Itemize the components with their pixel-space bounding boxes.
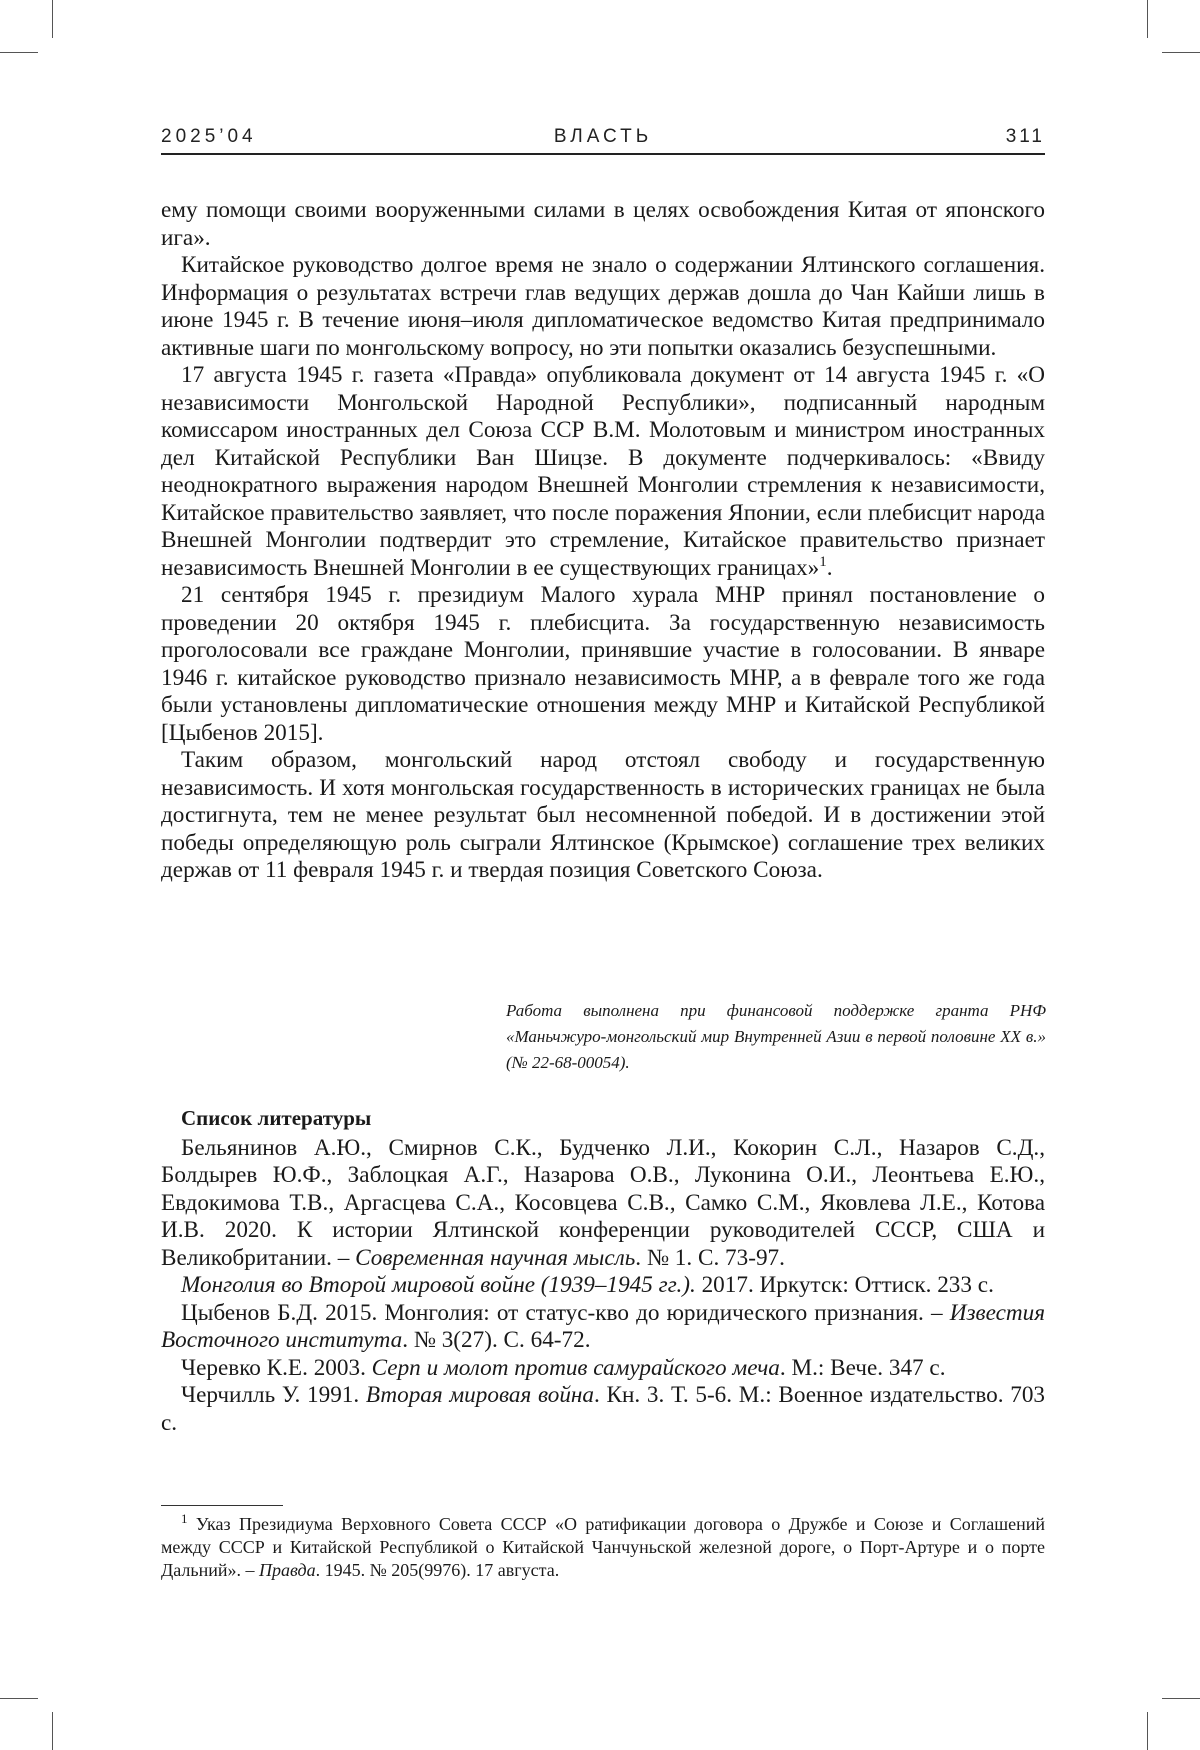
footnote-mark: 1 [181,1511,188,1526]
crop-mark [52,1712,53,1750]
reference-authors: Черевко К.Е. 2003. [181,1355,372,1381]
reference-source: Современная научная мысль [355,1245,635,1271]
article-body [161,197,1045,885]
crop-mark [1162,1698,1200,1699]
footnote-reference[interactable]: 1 [819,554,827,570]
reference-details: . Кн. 3. Т. 5-6. М.: Военное издательство. 703 с. [161,1382,1045,1436]
paragraph [161,362,1045,582]
crop-mark [0,52,38,53]
reference-item [161,1382,1045,1437]
reference-source: Монголия во Второй мировой войне (1939–1945 гг.). [181,1272,696,1298]
crop-mark [0,1698,38,1699]
reference-details: . М.: Вече. 347 с. [780,1355,946,1381]
paragraph: 21 сентября 1945 г. президиум Малого хурала МНР принял постановление о проведении 20 октября 1945 г. плебисцита. За государственную независимость проголосовали все граждане Монголии, принявшие участие в голосовании. В январе 1946 г. китайское руководство признало независимость МНР, а в феврале того же года были установлены дипломатические отношения между МНР и Китайской Республикой [Цыбенов 2015]. [161,582,1045,747]
reference-details: . № 3(27). С. 64-72. [402,1327,590,1353]
paragraph-end: . [827,555,833,581]
paragraph: ему помощи своими вооруженными силами в целях освобождения Китая от японского ига». [161,197,1045,252]
reference-source: Известия Восточного института [161,1300,1045,1354]
footnote-details: . 1945. № 205(9976). 17 августа. [316,1560,560,1580]
paragraph: Китайское руководство долгое время не знало о содержании Ялтинского соглашения. Информация о результатах встречи глав ведущих держав дошла до Чан Кайши лишь в июне 1945 г. В течение июня–июля дипломатическое ведомство Китая предпринимало активные шаги по монгольскому вопросу, но эти попытки оказались безуспешными. [161,252,1045,362]
footnote-text: Указ Президиума Верховного Совета СССР «О ратификации договора о Дружбе и Союзе и Соглашений между СССР и Китайской Республикой о Китайской Чанчуньской железной дороге, о Порт-Артуре и о порте Дальний». – [161,1514,1045,1580]
grant-acknowledgement: Работа выполнена при финансовой поддержке гранта РНФ «Маньчжуро-монгольский мир Внутренней Азии в первой половине ХХ в.» (№ 22-68-00054). [506,998,1046,1076]
references-title: Список литературы [161,1105,1045,1133]
footnote-rule [161,1505,283,1506]
crop-mark [1162,52,1200,53]
crop-mark [1147,1712,1148,1750]
paragraph: Таким образом, монгольский народ отстоял свободу и государственную независимость. И хотя монгольская государственность в исторических границах не была достигнута, тем не менее результат был несомненной победой. И в достижении этой победы определяющую роль сыграли Ялтинское (Крымское) соглашение трех великих держав от 11 февраля 1945 г. и твердая позиция Советского Союза. [161,747,1045,885]
crop-mark [1147,0,1148,38]
issue-number: 2025’04 [161,126,257,148]
reference-item [161,1135,1045,1273]
paragraph-text: 17 августа 1945 г. газета «Правда» опубликовала документ от 14 августа 1945 г. «О независимости Монгольской Народной Республики», подписанный народным комиссаром иностранных дел Союза ССР В.М. Молотовым и министром иностранных дел Китайской Республики Ван Шицзе. В документе подчеркивалось: «Ввиду неоднократного выражения народом Внешней Монголии стремления к независимости, Китайское правительство заявляет, что после поражения Японии, если плебисцит народа Внешней Монголии подтвердит это стремление, Китайское правительство признает независимость Внешней Монголии в ее существующих границах» [161,362,1045,581]
reference-item [161,1355,1045,1383]
reference-item [161,1272,1045,1300]
header-rule [161,153,1045,155]
crop-mark [52,0,53,38]
reference-source: Серп и молот против самурайского меча [372,1355,780,1381]
reference-authors: Бельянинов А.Ю., Смирнов С.К., Будченко Л.И., Кокорин С.Л., Назаров С.Д., Болдырев Ю.Ф., Заблоцкая А.Г., Назарова О.В., Луконина О.И., Леонтьева Е.Ю., Евдокимова Т.В., Аргасцева С.А., Косовцева С.В., Самко С.М., Яковлева Л.Е., Котова И.В. 2020. К истории Ялтинской конференции руководителей СССР, США и Великобритании. – [161,1135,1045,1271]
footnote-source: Правда [259,1560,316,1580]
reference-authors: Цыбенов Б.Д. 2015. Монголия: от статус-кво до юридического признания. – [181,1300,950,1326]
reference-authors: Черчилль У. 1991. [181,1382,366,1408]
journal-title: ВЛАСТЬ [161,126,1045,148]
footnote [161,1513,1045,1582]
reference-source: Вторая мировая война [366,1382,594,1408]
reference-item [161,1300,1045,1355]
running-header [161,126,1045,156]
reference-details: 2017. Иркутск: Оттиск. 233 с. [696,1272,994,1298]
page-number: 311 [1006,126,1045,148]
reference-details: . № 1. С. 73-97. [635,1245,785,1271]
references [161,1105,1045,1437]
